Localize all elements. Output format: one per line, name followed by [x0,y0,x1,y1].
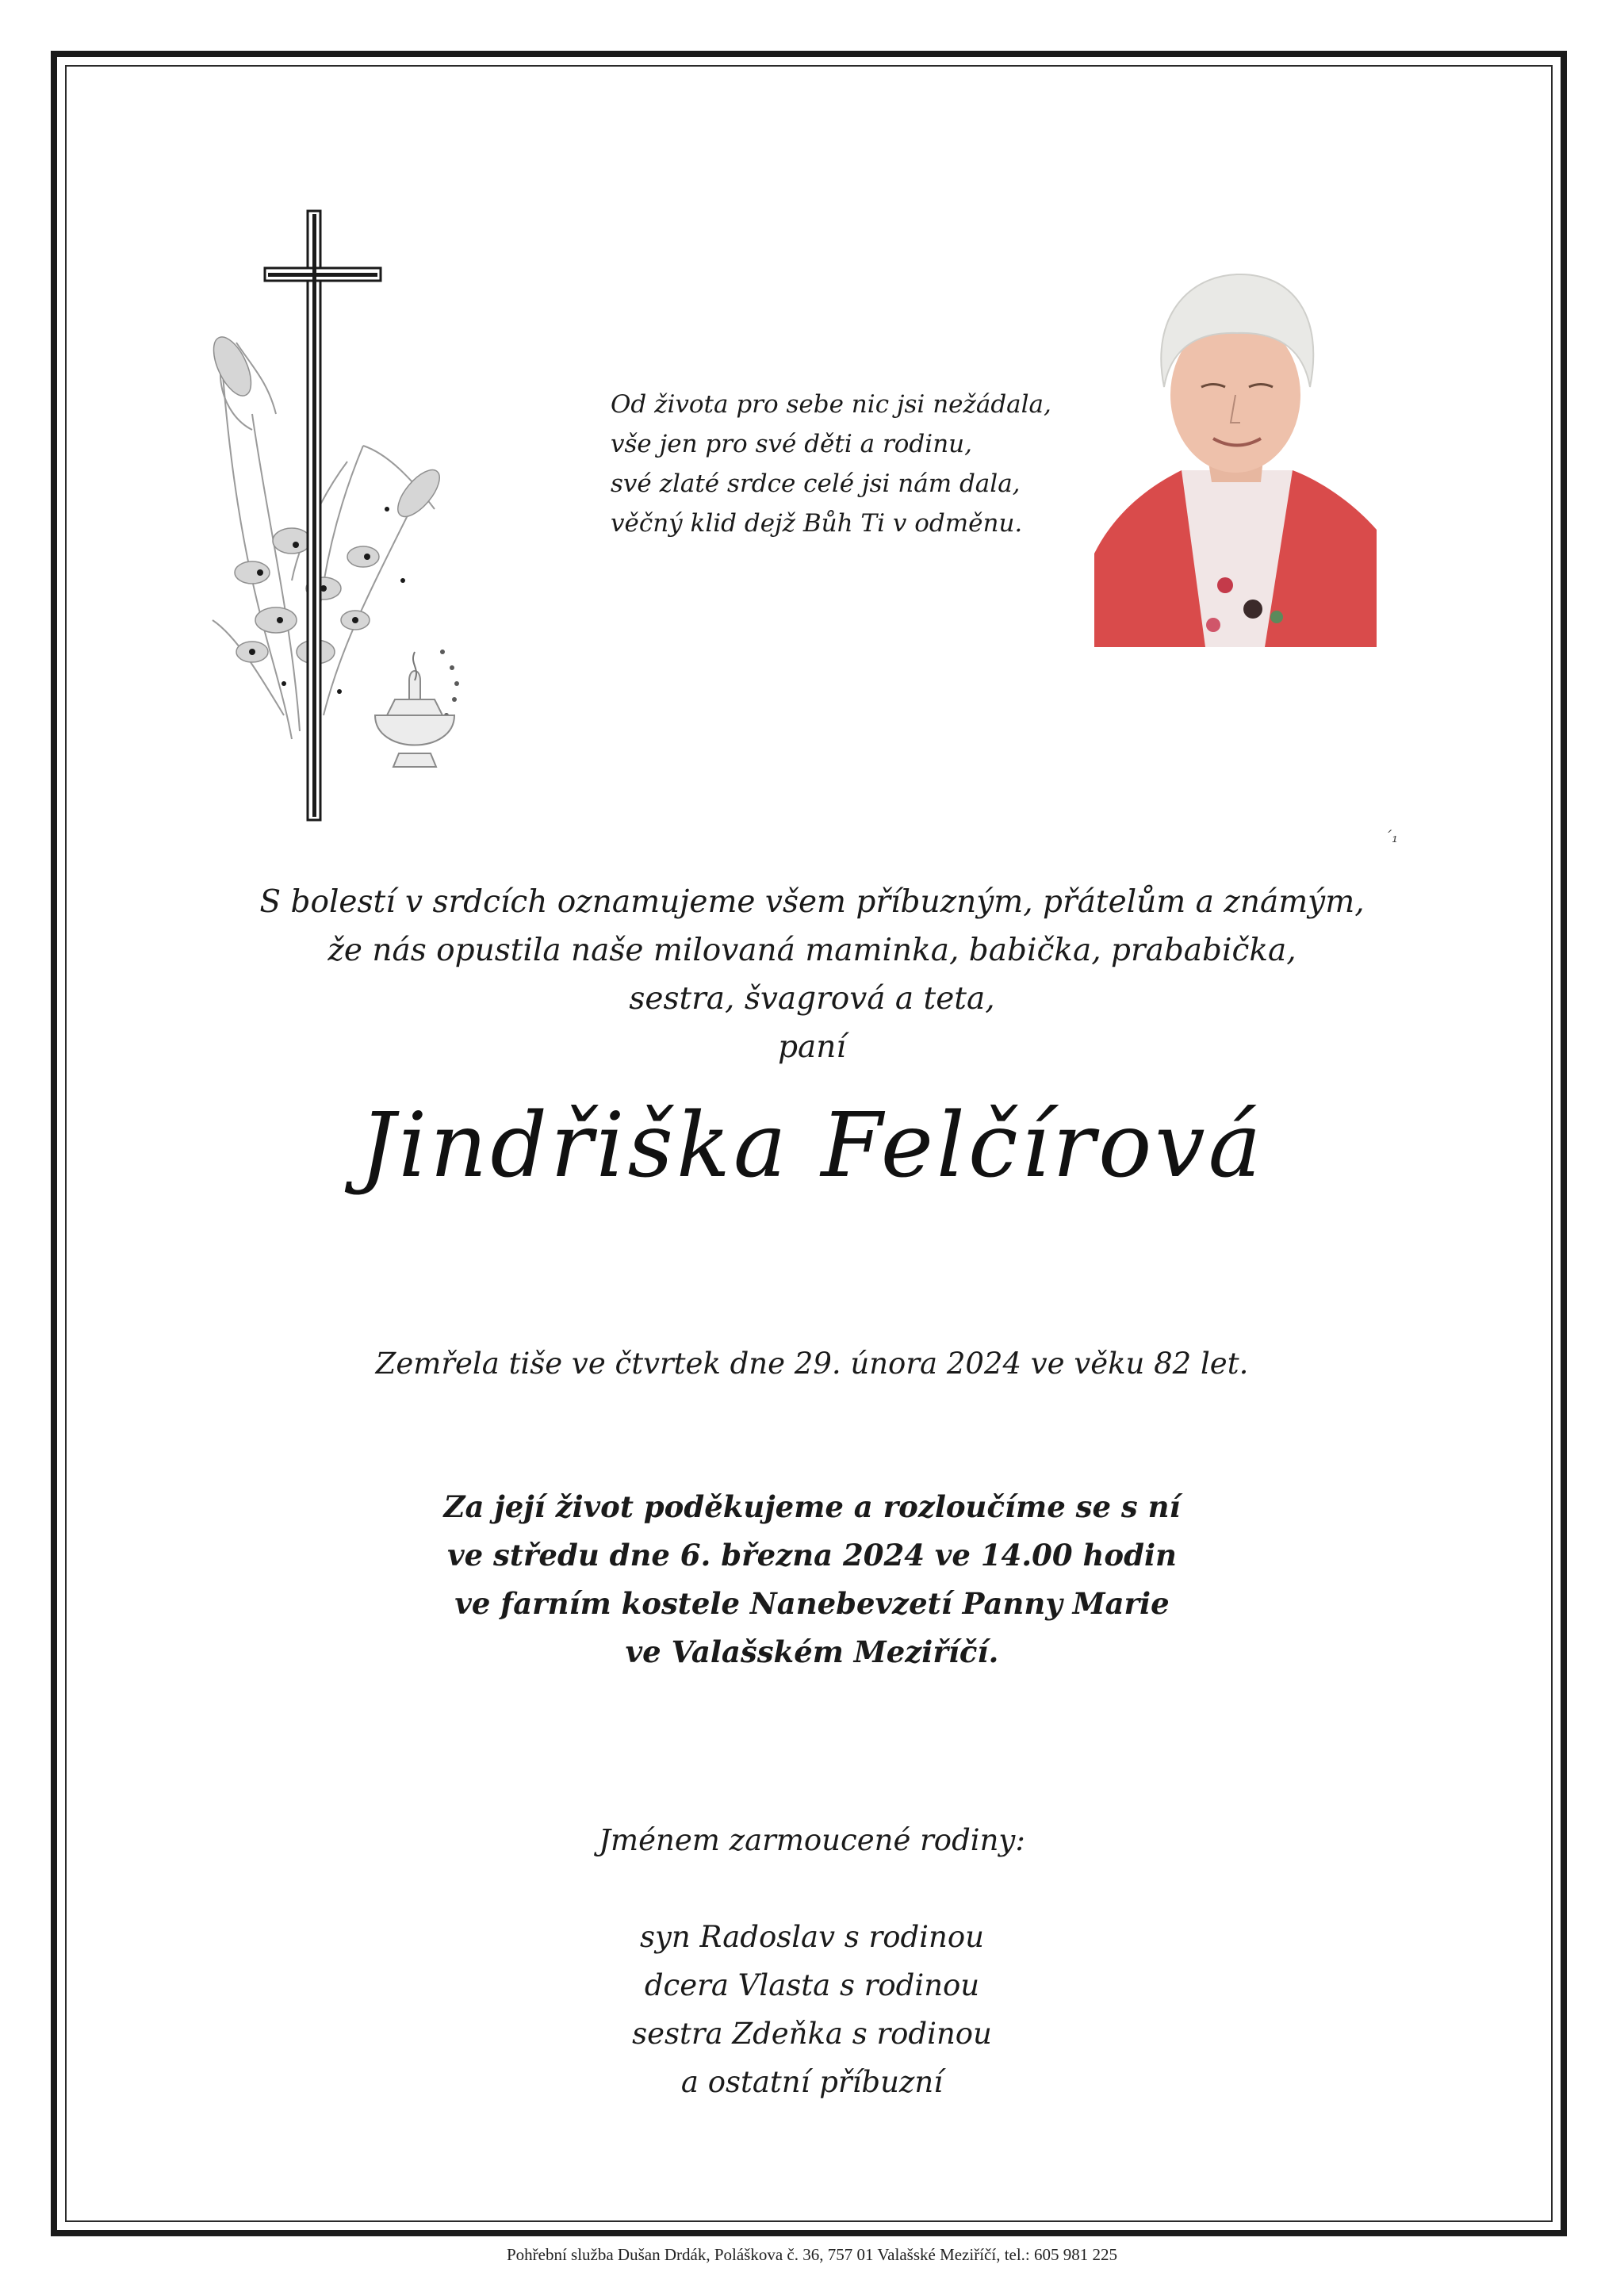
family-list [0,1913,1624,2106]
poem [611,385,1102,543]
announcement-line: že nás opustila naše milovaná maminka, babička, prababička, [327,933,1297,968]
family-title: Jménem zarmoucené rodiny: [599,1823,1025,1857]
ceremony-line: ve farním kostele Nanebevzetí Panny Marie [454,1586,1170,1621]
poem-line: věčný klid dejž Bůh Ti v odměnu. [611,509,1023,538]
poem-line: vše jen pro své děti a rodinu, [611,430,972,458]
ceremony-line: ve Valašském Meziříčí. [625,1634,999,1669]
announcement-line: S bolestí v srdcích oznamujeme všem příbuzným, přátelům a známým, [259,884,1365,920]
announcement-line: sestra, švagrová a teta, [629,981,995,1017]
family-member: dcera Vlasta s rodinou [644,1968,980,2002]
family-member: sestra Zdeňka s rodinou [632,2017,992,2051]
cross-icon [205,208,506,823]
poem-line: Od života pro sebe nic jsi nežádala, [611,390,1051,419]
family-member: a ostatní příbuzní [680,2065,944,2099]
ceremony-line: Za její život poděkujeme a rozloučíme se s ní [443,1489,1181,1524]
announcement [0,878,1624,1071]
deceased-name: Jindřiška Felčírová [359,1094,1265,1197]
death-notice: Zemřela tiše ve čtvrtek dne 29. února 2024 ve věku 82 let. [375,1347,1249,1381]
announcement-line: paní [778,1029,846,1065]
family-member: syn Radoslav s rodinou [640,1920,984,1954]
poem-line: své zlaté srdce celé jsi nám dala, [611,469,1021,498]
ceremony-info [0,1483,1624,1676]
ceremony-line: ve středu dne 6. března 2024 ve 14.00 hodin [447,1538,1177,1573]
portrait-photo [1094,268,1377,647]
stray-mark: ˊ₁ [1384,827,1399,846]
footer: Pohřební služba Dušan Drdák, Poláškova č. 36, 757 01 Valašské Meziříčí, tel.: 605 981 225 [506,2245,1118,2264]
